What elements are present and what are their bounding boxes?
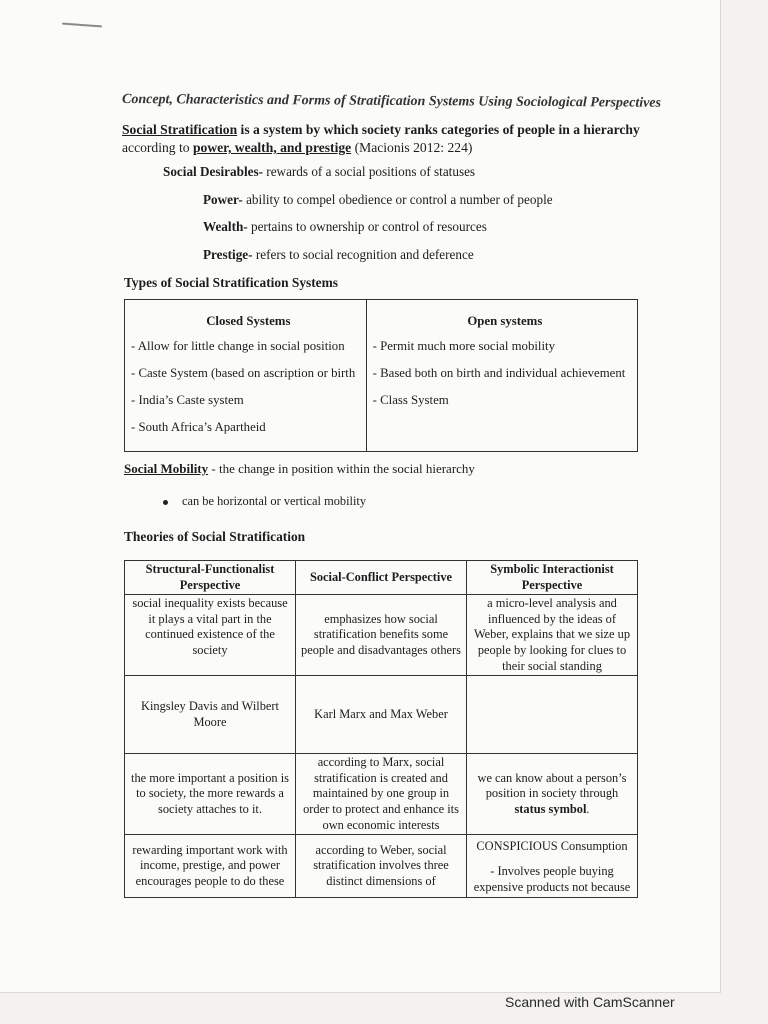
scanner-watermark: Scanned with CamScanner <box>505 994 675 1010</box>
types-table <box>124 299 638 452</box>
table-cell: - Class System <box>366 393 637 420</box>
table-cell: - South Africa’s Apartheid <box>125 420 367 452</box>
bullet-icon <box>163 500 168 505</box>
table-cell: according to Weber, social stratification involves three distinct dimensions of <box>296 835 467 898</box>
table-cell: - Based both on birth and individual achievement <box>366 366 637 393</box>
theories-title: Theories of Social Stratification <box>124 529 306 544</box>
table-cell: a micro-level analysis and influenced by the ideas of Weber, explains that we size up people by looking for clues to their social standing <box>467 595 638 676</box>
table-cell <box>366 420 637 452</box>
table-cell: rewarding important work with income, prestige, and power encourages people to do these <box>125 835 296 898</box>
conflict-header: Social-Conflict Perspective <box>296 561 467 595</box>
term-social-stratification: Social Stratification <box>122 122 238 137</box>
table-cell: according to Marx, social stratification is created and maintained by one group in order to protect and enhance its own economic interests <box>296 754 467 835</box>
table-row <box>125 754 638 835</box>
term-social-mobility: Social Mobility <box>124 461 209 476</box>
stratification-definition: Social Stratification is a system by which society ranks categories of people in a hierarchy according to power, wealth, and prestige (Macionis 2012: 224) <box>122 122 640 155</box>
table-cell: social inequality exists because it plays a vital part in the continued existence of the society <box>125 595 296 676</box>
types-title: Types of Social Stratification Systems <box>124 275 338 290</box>
interactionist-header: Symbolic Interactionist Perspective <box>467 561 638 595</box>
table-row <box>125 676 638 754</box>
term-basis: power, wealth, and prestige <box>192 140 352 155</box>
table-cell <box>467 676 638 754</box>
closed-systems-header: Closed Systems <box>125 300 367 340</box>
scan-mark <box>62 23 102 28</box>
open-systems-header: Open systems <box>366 300 637 340</box>
table-cell: emphasizes how social stratification benefits some people and disadvantages others <box>296 595 467 676</box>
table-cell: Kingsley Davis and Wilbert Moore <box>125 676 296 754</box>
table-cell: Karl Marx and Max Weber <box>296 676 467 754</box>
table-cell: - Allow for little change in social position <box>125 339 367 366</box>
table-row <box>125 835 638 898</box>
table-row <box>125 595 638 676</box>
table-cell: the more important a position is to society, the more rewards a society attaches to it. <box>125 754 296 835</box>
table-cell: - India’s Caste system <box>125 393 367 420</box>
mobility-bullet: can be horizontal or vertical mobility <box>163 494 366 509</box>
table-cell: we can know about a person’s position in society through status symbol. <box>467 754 638 835</box>
power-line: Power- ability to compel obedience or control a number of people <box>203 192 553 207</box>
wealth-line: Wealth- pertains to ownership or control of resources <box>203 219 487 234</box>
functionalist-header: Structural-Functionalist Perspective <box>125 561 296 595</box>
table-cell: - Permit much more social mobility <box>366 339 637 366</box>
table-cell: CONSPICIOUS Consumption - Involves people buying expensive products not because <box>467 835 638 898</box>
social-desirables-line: Social Desirables- rewards of a social positions of statuses <box>163 164 476 179</box>
page-heading: Concept, Characteristics and Forms of Stratification Systems Using Sociological Perspectives <box>121 92 662 111</box>
theories-table <box>124 560 638 898</box>
prestige-line: Prestige- refers to social recognition and deference <box>203 247 474 262</box>
table-cell: - Caste System (based on ascription or birth <box>125 366 367 393</box>
status-symbol-term: status symbol <box>514 801 587 816</box>
social-mobility-line: Social Mobility - the change in position within the social hierarchy <box>124 461 475 476</box>
